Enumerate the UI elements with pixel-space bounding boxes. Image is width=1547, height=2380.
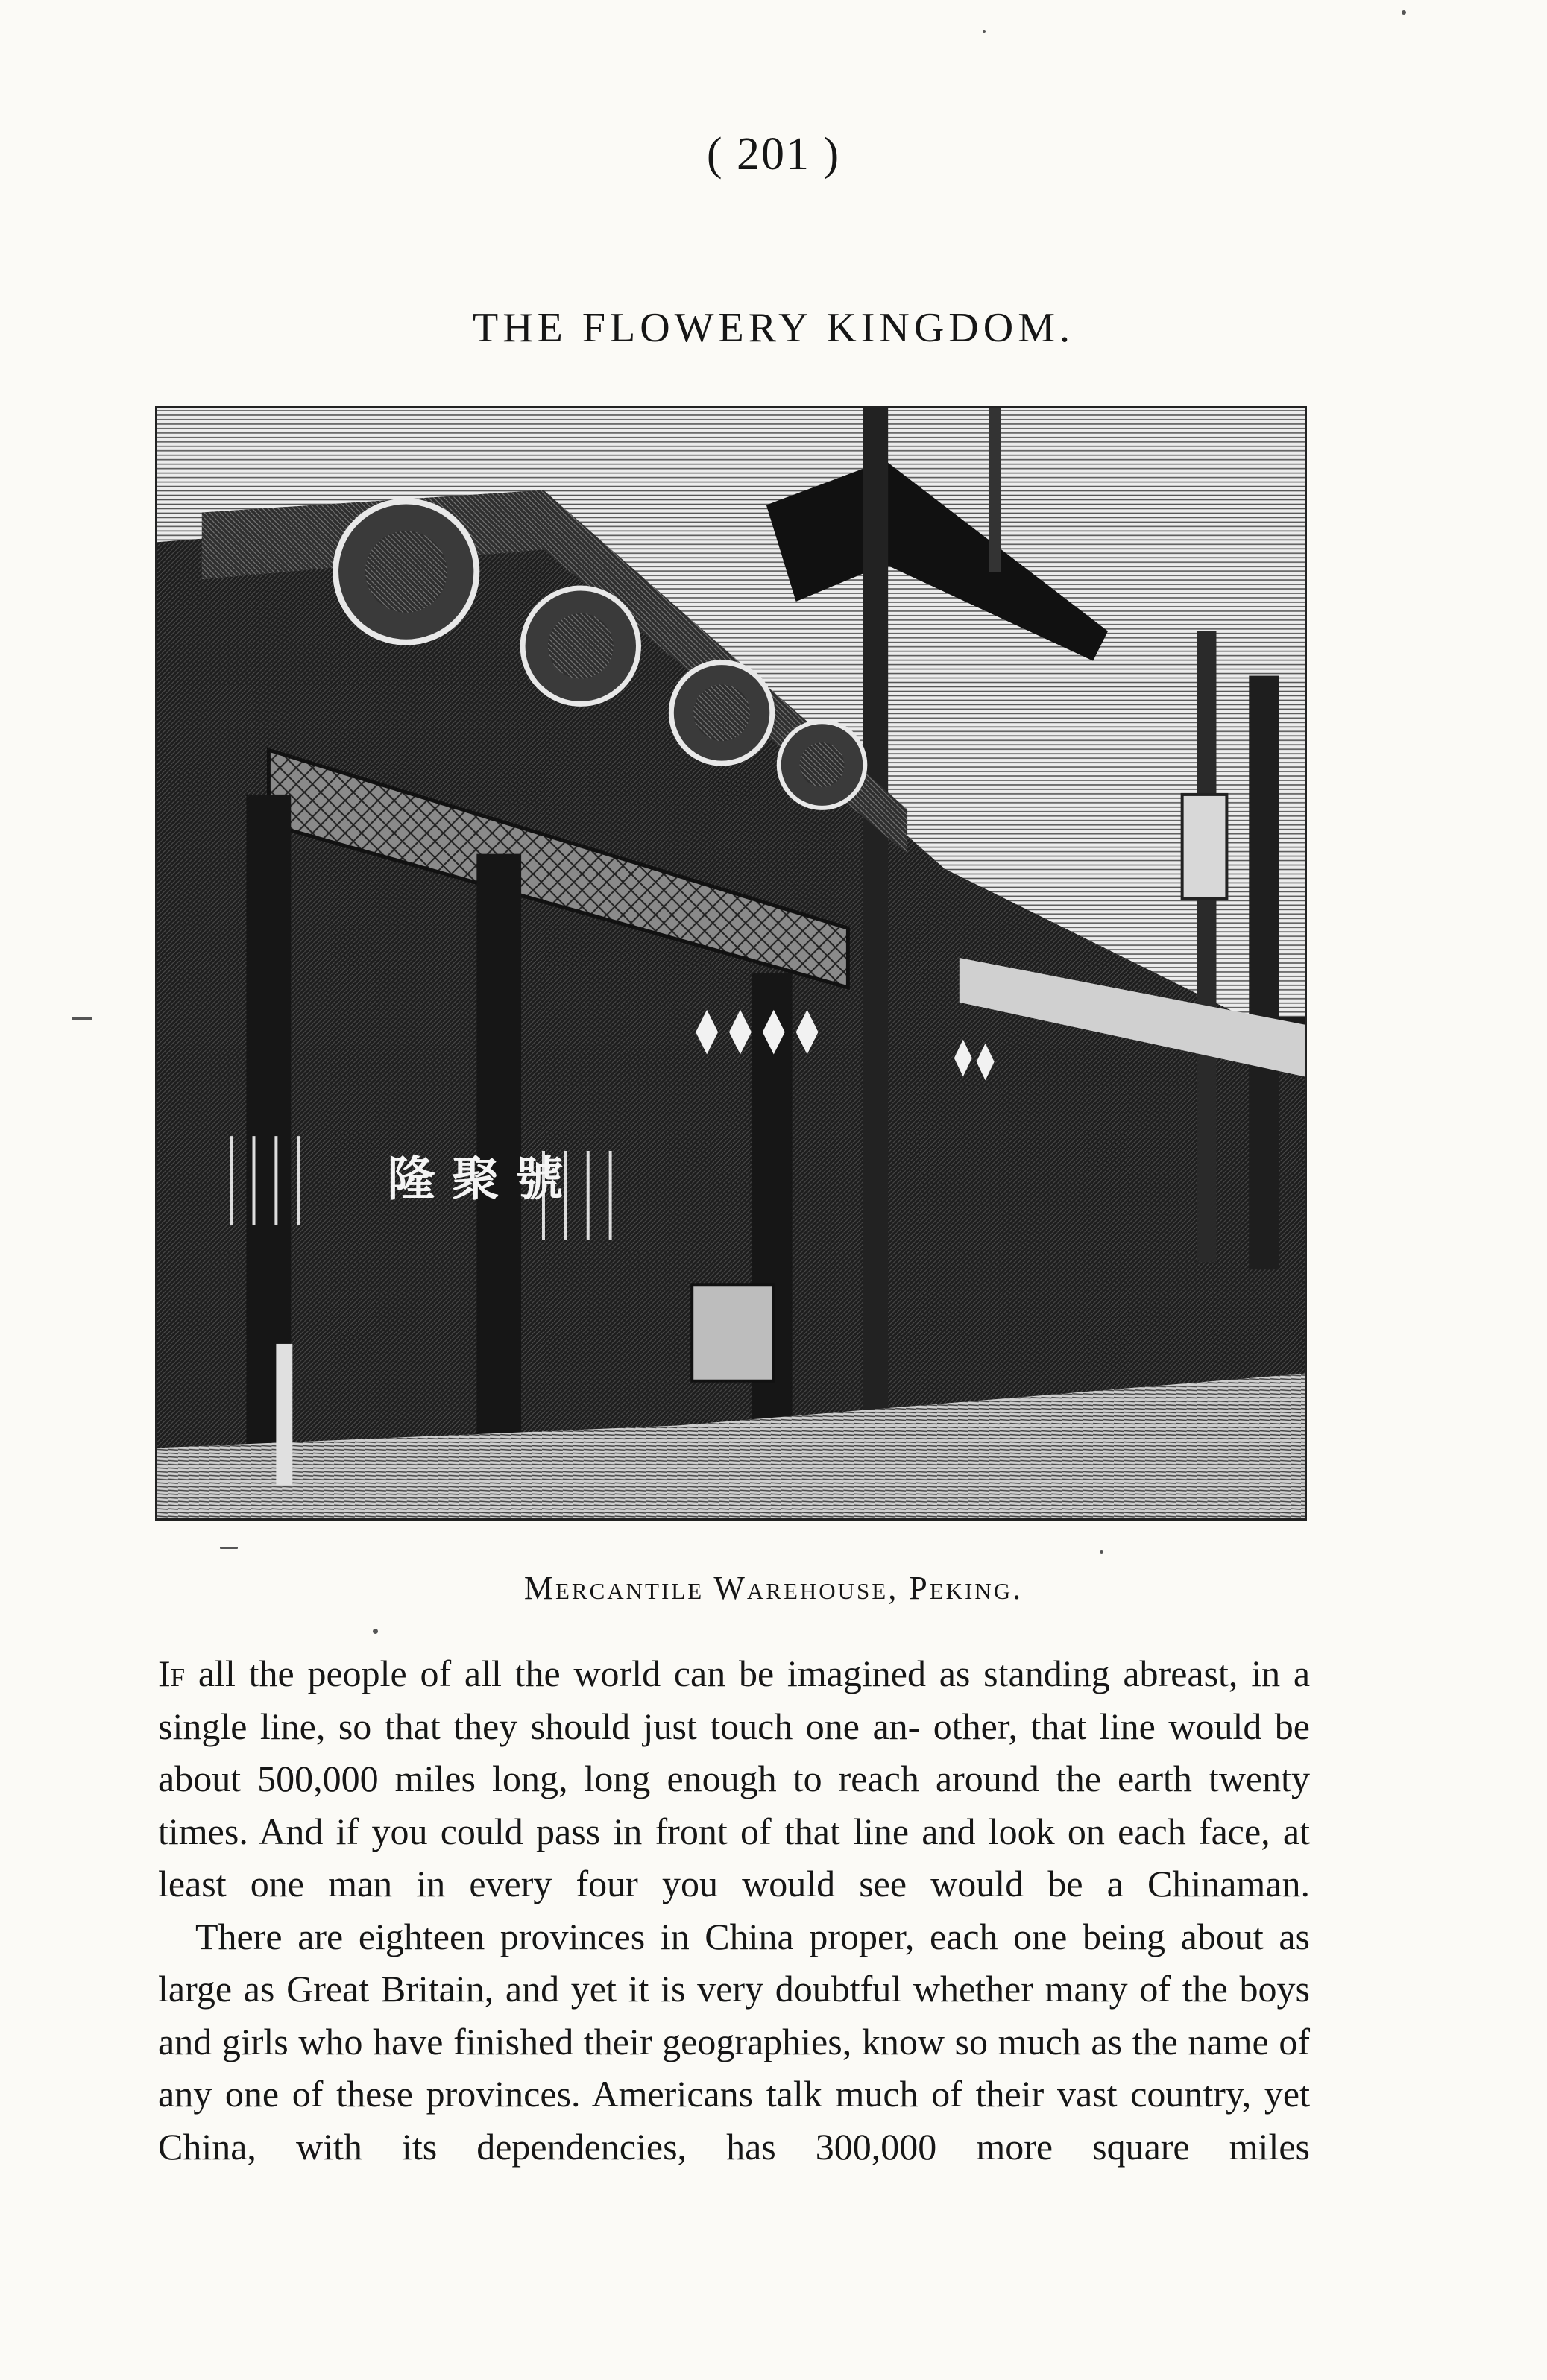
text-line: whether many of the boys and girls who have finished their [158,1968,1311,2062]
text-line: geographies, know so much as the name of any one of these [158,2020,1310,2115]
text-line: There are eighteen provinces in China proper, each one being [195,1915,1166,1957]
text-line: every four you would see would be a Chinaman. [469,1863,1310,1904]
text-line: China, with its dependencies, has 300,000 more square miles [158,2125,1310,2168]
dropcap: If [158,1653,186,1694]
paragraph [158,1910,1310,2174]
print-speck [72,1017,92,1020]
text-line: provinces. Americans talk much of their vast country, yet [426,2073,1311,2115]
page-number: ( 201 ) [706,129,841,180]
chapter-title: THE FLOWERY KINGDOM. [473,305,1074,351]
print-speck [1402,10,1406,15]
right-post [1197,631,1217,1263]
text-line: in front of that line and look on each face, at least one man in [158,1810,1310,1904]
shop-sign: 隆 聚 號 [387,1152,564,1208]
figure-caption: Mercantile Warehouse, Peking. [523,1570,1024,1606]
pagoda-pole [863,408,888,1448]
print-speck [373,1629,378,1634]
print-speck [1100,1550,1103,1554]
print-speck [983,30,986,33]
text-line: about as large as Great Britain, and yet it is very doubtful [158,1915,1311,2010]
text-line: all the people of all the world can be imagined as standing [198,1653,1110,1694]
warehouse-engraving [157,408,1305,1518]
text-line: other, that line would be about 500,000 miles long, long enough [158,1705,1310,1799]
engraving-illustration [155,406,1307,1521]
paragraph [158,1647,1310,1910]
notice-board [692,1284,774,1380]
text-line: abreast, in a single line, so that they should just touch one an- [158,1653,1311,1747]
body-text [158,1647,1310,2173]
right-post [1249,676,1279,1270]
text-line: to reach around the earth twenty times. And if you could pass [158,1758,1311,1852]
print-speck [220,1547,238,1549]
